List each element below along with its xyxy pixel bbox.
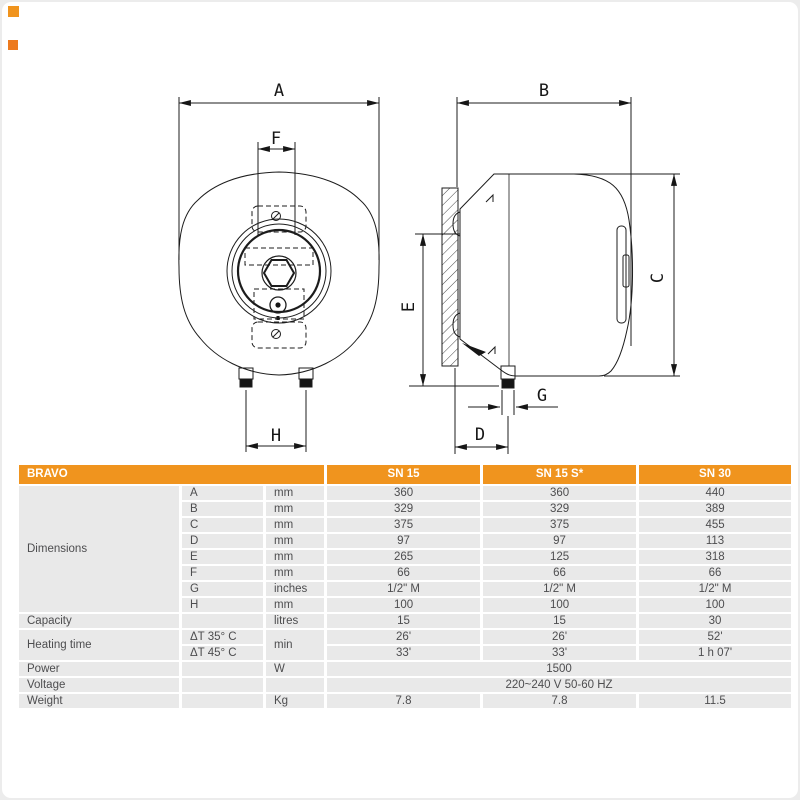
empty-cell [182, 694, 263, 708]
value-cell: 30 [639, 614, 791, 628]
row-label: Power [19, 662, 179, 676]
row-label: Heating time [19, 630, 179, 660]
value-cell: 318 [639, 550, 791, 564]
value-cell: 220~240 V 50-60 HZ [327, 678, 791, 692]
table-row [19, 694, 791, 708]
empty-cell [182, 614, 263, 628]
empty-cell [266, 678, 324, 692]
screw-slot [273, 331, 279, 337]
value-cell: 66 [639, 566, 791, 580]
bracket-mark [486, 195, 493, 202]
unit-cell: mm [266, 550, 324, 564]
value-cell: 11.5 [639, 694, 791, 708]
dim-key: C [182, 518, 263, 532]
value-cell: 100 [639, 598, 791, 612]
front-view-diagram [179, 81, 379, 452]
value-cell: 26' [483, 630, 636, 644]
dim-key: H [182, 598, 263, 612]
screw-slot [273, 213, 279, 219]
dim-label-b: B [538, 81, 550, 101]
empty-cell [182, 662, 263, 676]
value-cell: 375 [327, 518, 480, 532]
bracket-mark [488, 347, 495, 354]
value-cell: 66 [327, 566, 480, 580]
anode-boss-circle [262, 256, 296, 290]
unit-cell: min [266, 630, 324, 660]
dim-key: D [182, 534, 263, 548]
value-cell: 33' [483, 646, 636, 660]
unit-cell: inches [266, 582, 324, 596]
value-cell: 113 [639, 534, 791, 548]
dimension-group-label: Dimensions [19, 486, 179, 612]
page-card [2, 2, 798, 798]
value-cell: 15 [327, 614, 480, 628]
value-cell: 66 [483, 566, 636, 580]
side-view-diagram [399, 81, 680, 454]
value-cell: 1 h 07' [639, 646, 791, 660]
value-cell: 329 [483, 502, 636, 516]
tank-front-outline [179, 172, 379, 375]
unit-cell: litres [266, 614, 324, 628]
value-cell: 7.8 [483, 694, 636, 708]
value-cell: 265 [327, 550, 480, 564]
row-label: Capacity [19, 614, 179, 628]
table-row [19, 630, 791, 644]
dim-key: G [182, 582, 263, 596]
model-header: SN 30 [639, 465, 791, 484]
table-row [19, 678, 791, 692]
value-cell: 7.8 [327, 694, 480, 708]
dim-key: E [182, 550, 263, 564]
dim-key: A [182, 486, 263, 500]
value-cell: 360 [483, 486, 636, 500]
value-cell: 33' [327, 646, 480, 660]
condition-cell: ΔT 35° C [182, 630, 263, 644]
value-cell: 1/2" M [327, 582, 480, 596]
spec-table [16, 463, 794, 710]
value-cell: 125 [483, 550, 636, 564]
dim-label-g: G [536, 386, 548, 406]
port-center-dot [275, 302, 280, 307]
value-cell: 1/2" M [483, 582, 636, 596]
value-cell: 100 [327, 598, 480, 612]
pointer-arrow [462, 343, 486, 356]
value-cell: 1500 [327, 662, 791, 676]
dim-label-h: H [270, 426, 282, 446]
value-cell: 440 [639, 486, 791, 500]
value-cell: 97 [483, 534, 636, 548]
dim-label-d: D [474, 425, 486, 445]
pipe-end [300, 379, 312, 387]
unit-cell: Kg [266, 694, 324, 708]
table-row [19, 614, 791, 628]
dim-label-f: F [270, 129, 282, 149]
unit-cell: mm [266, 502, 324, 516]
row-label: Weight [19, 694, 179, 708]
table-row [19, 486, 791, 500]
pipe-end [240, 379, 252, 387]
unit-cell: mm [266, 534, 324, 548]
dim-key: B [182, 502, 263, 516]
unit-cell: mm [266, 566, 324, 580]
unit-cell: W [266, 662, 324, 676]
dim-key: F [182, 566, 263, 580]
flange-plate-circle [238, 230, 320, 312]
value-cell: 329 [327, 502, 480, 516]
value-cell: 389 [639, 502, 791, 516]
table-header-row [19, 465, 791, 484]
brand-header: BRAVO [19, 465, 324, 484]
spec-table-section [16, 463, 782, 710]
hex-nut [264, 260, 294, 286]
small-tab [277, 316, 280, 320]
dim-label-e: E [399, 301, 419, 313]
unit-cell: mm [266, 486, 324, 500]
value-cell: 100 [483, 598, 636, 612]
empty-cell [182, 678, 263, 692]
value-cell: 97 [327, 534, 480, 548]
unit-cell: mm [266, 598, 324, 612]
value-cell: 15 [483, 614, 636, 628]
value-cell: 360 [327, 486, 480, 500]
tank-side-outline [460, 174, 633, 376]
side-flange [617, 226, 626, 323]
value-cell: 52' [639, 630, 791, 644]
value-cell: 1/2" M [639, 582, 791, 596]
row-label: Voltage [19, 678, 179, 692]
dim-label-c: C [648, 272, 668, 284]
value-cell: 26' [327, 630, 480, 644]
unit-cell: mm [266, 518, 324, 532]
condition-cell: ΔT 45° C [182, 646, 263, 660]
value-cell: 375 [483, 518, 636, 532]
model-header: SN 15 [327, 465, 480, 484]
dim-label-a: A [273, 81, 285, 101]
pipe-stub [501, 366, 515, 379]
pipe-end [502, 379, 514, 388]
value-cell: 455 [639, 518, 791, 532]
model-header: SN 15 S* [483, 465, 636, 484]
hidden-bracket-outlines [245, 206, 313, 348]
table-row [19, 662, 791, 676]
technical-drawing [2, 2, 800, 464]
